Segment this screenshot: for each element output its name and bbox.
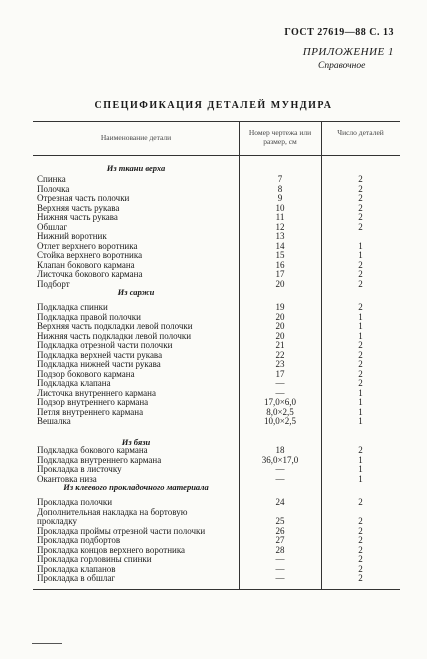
detail-name: Подкладка бокового кармана [37, 445, 148, 455]
drawing-number: 10,0×2,5 [263, 416, 297, 426]
detail-count: 2 [358, 445, 363, 455]
section-title: Из саржи [117, 287, 155, 297]
detail-name: Нижний воротник [37, 231, 107, 241]
detail-count: 1 [358, 240, 363, 251]
detail-name: Полочка [37, 183, 70, 194]
footer-rule [32, 643, 62, 644]
detail-name: Листочка бокового кармана [37, 269, 143, 279]
detail-count: 1 [358, 454, 363, 465]
drawing-number: 17 [275, 269, 285, 279]
detail-count: 2 [358, 340, 363, 350]
detail-count: 1 [358, 406, 363, 417]
drawing-number: 20 [275, 321, 285, 331]
detail-count: 2 [358, 554, 363, 564]
drawing-number: 11 [275, 212, 285, 222]
spec-table [33, 121, 400, 590]
drawing-number: 25 [275, 516, 285, 526]
drawing-number: 17 [275, 368, 285, 379]
detail-count: 2 [358, 544, 363, 555]
detail-name: Отлет верхнего воротника [37, 240, 138, 251]
drawing-number: 20 [275, 311, 285, 322]
detail-count: 2 [358, 278, 363, 289]
detail-count: 2 [358, 359, 363, 369]
detail-name: Прокладка горловины спинки [37, 554, 152, 564]
detail-name: Подкладка нижней части рукава [37, 359, 161, 369]
detail-count: 2 [358, 269, 363, 279]
detail-count: 2 [358, 516, 363, 526]
detail-name: Нижняя часть рукава [37, 212, 118, 222]
detail-name: Подкладка внутреннего кармана [37, 454, 162, 465]
detail-name: Подкладка спинки [37, 302, 108, 312]
detail-name: Стойка верхнего воротника [37, 250, 143, 260]
detail-name: Отрезная часть полочки [37, 193, 130, 203]
drawing-number: 22 [275, 349, 285, 360]
drawing-number: 36,0×17,0 [261, 454, 299, 465]
detail-name: прокладку [37, 516, 77, 526]
detail-name: Подкладка клапана [37, 378, 111, 388]
detail-count: 2 [358, 563, 363, 574]
detail-count: 2 [358, 202, 363, 213]
detail-name: Обшлаг [37, 221, 68, 232]
drawing-number: 19 [275, 302, 285, 312]
section-title: Из клеевого прокладочного материала [63, 482, 209, 492]
detail-count: 1 [358, 416, 363, 426]
detail-name: Верхняя часть подкладки левой полочки [37, 321, 193, 331]
reference-label: Справочное [318, 61, 366, 71]
drawing-number: 7 [277, 174, 283, 184]
detail-count: 2 [358, 368, 363, 379]
detail-name: Прокладка в листочку [37, 464, 122, 474]
detail-name: Спинка [37, 174, 66, 184]
detail-name: Прокладка проймы отрезной части полочки [37, 525, 206, 536]
table-bottom-border [33, 589, 400, 590]
detail-name: Прокладка полочки [37, 497, 113, 507]
drawing-number: — [275, 554, 285, 564]
drawing-number: 20 [275, 330, 285, 341]
detail-count: 2 [358, 193, 363, 203]
drawing-number: — [275, 464, 285, 474]
section-title: Из ткани верха [106, 163, 166, 173]
detail-name: Подкладка верхней части рукава [37, 349, 163, 360]
detail-count: 1 [358, 473, 363, 484]
appendix-label: ПРИЛОЖЕНИЕ 1 [302, 46, 394, 58]
detail-count: 2 [358, 573, 363, 583]
detail-name: Прокладка клапанов [37, 563, 116, 574]
detail-count: 2 [358, 174, 363, 184]
drawing-number: 18 [275, 445, 285, 455]
drawing-number: 12 [275, 221, 285, 232]
detail-count: 1 [358, 321, 363, 331]
detail-count: 2 [358, 497, 363, 507]
drawing-number: 24 [275, 497, 285, 507]
detail-name: Прокладка концов верхнего воротника [37, 544, 186, 555]
detail-name: Вешалка [37, 416, 71, 426]
drawing-number: 14 [275, 240, 285, 251]
detail-name: Нижняя часть подкладки левой полочки [37, 330, 192, 341]
page-header: ГОСТ 27619—88 С. 13 [284, 27, 394, 38]
detail-count: 1 [358, 387, 363, 398]
drawing-number: — [275, 473, 285, 484]
drawing-number: 20 [275, 278, 285, 289]
drawing-number: 21 [275, 340, 285, 350]
detail-name: Окантовка низа [37, 473, 97, 484]
detail-name: Петля внутреннего кармана [37, 406, 144, 417]
detail-count: 2 [358, 221, 363, 232]
detail-name: Подборт [37, 278, 70, 289]
drawing-number: 23 [275, 359, 285, 369]
drawing-number: 27 [275, 535, 285, 545]
drawing-number: 26 [275, 525, 285, 536]
detail-count: 1 [358, 250, 363, 260]
detail-count: 2 [358, 378, 363, 388]
drawing-number: — [275, 387, 285, 398]
section-title: Из бязи [121, 437, 151, 447]
detail-name: Подкладка правой полочки [37, 311, 141, 322]
drawing-number: 10 [275, 202, 285, 213]
detail-count: 1 [358, 311, 363, 322]
detail-name: Подзор бокового кармана [37, 368, 135, 379]
detail-count: 2 [358, 183, 363, 194]
detail-name: Подкладка отрезной части полочки [37, 340, 173, 350]
header-bottom-border [33, 155, 400, 156]
drawing-number: 16 [275, 259, 285, 270]
drawing-number: 15 [275, 250, 285, 260]
table-top-border [33, 121, 400, 122]
detail-name: Прокладка подбортов [37, 535, 121, 545]
detail-count: 1 [358, 397, 363, 407]
detail-name: Прокладка в обшлаг [37, 573, 116, 583]
column-header-count: Число деталей [337, 128, 384, 137]
drawing-number: 28 [275, 544, 285, 555]
detail-name: Листочка внутреннего кармана [37, 387, 156, 398]
drawing-number: 8,0×2,5 [266, 406, 294, 417]
drawing-number: 8 [277, 183, 283, 194]
detail-name: Клапан бокового кармана [37, 259, 135, 270]
detail-count: 1 [358, 330, 363, 341]
detail-count: 2 [358, 525, 363, 536]
detail-name: Подзор внутреннего кармана [37, 397, 149, 407]
detail-count: 2 [358, 212, 363, 222]
drawing-number: — [275, 573, 285, 583]
document-title: СПЕЦИФИКАЦИЯ ДЕТАЛЕЙ МУНДИРА [94, 100, 333, 111]
detail-name: Верхняя часть рукава [37, 202, 120, 213]
detail-count: 2 [358, 535, 363, 545]
drawing-number: — [275, 378, 285, 388]
detail-count: 1 [358, 464, 363, 474]
column-header-name: Наименование детали [100, 133, 172, 142]
detail-count: 2 [358, 259, 363, 270]
detail-name: Дополнительная накладка на бортовую [37, 506, 188, 517]
drawing-number: 17,0×6,0 [263, 397, 297, 407]
drawing-number: 13 [275, 231, 285, 241]
drawing-number: 9 [277, 193, 283, 203]
detail-count: 2 [358, 302, 363, 312]
drawing-number: — [275, 563, 285, 574]
detail-count: 2 [358, 349, 363, 360]
column-header-drawing: Номер чертежа или размер, см [248, 128, 312, 146]
